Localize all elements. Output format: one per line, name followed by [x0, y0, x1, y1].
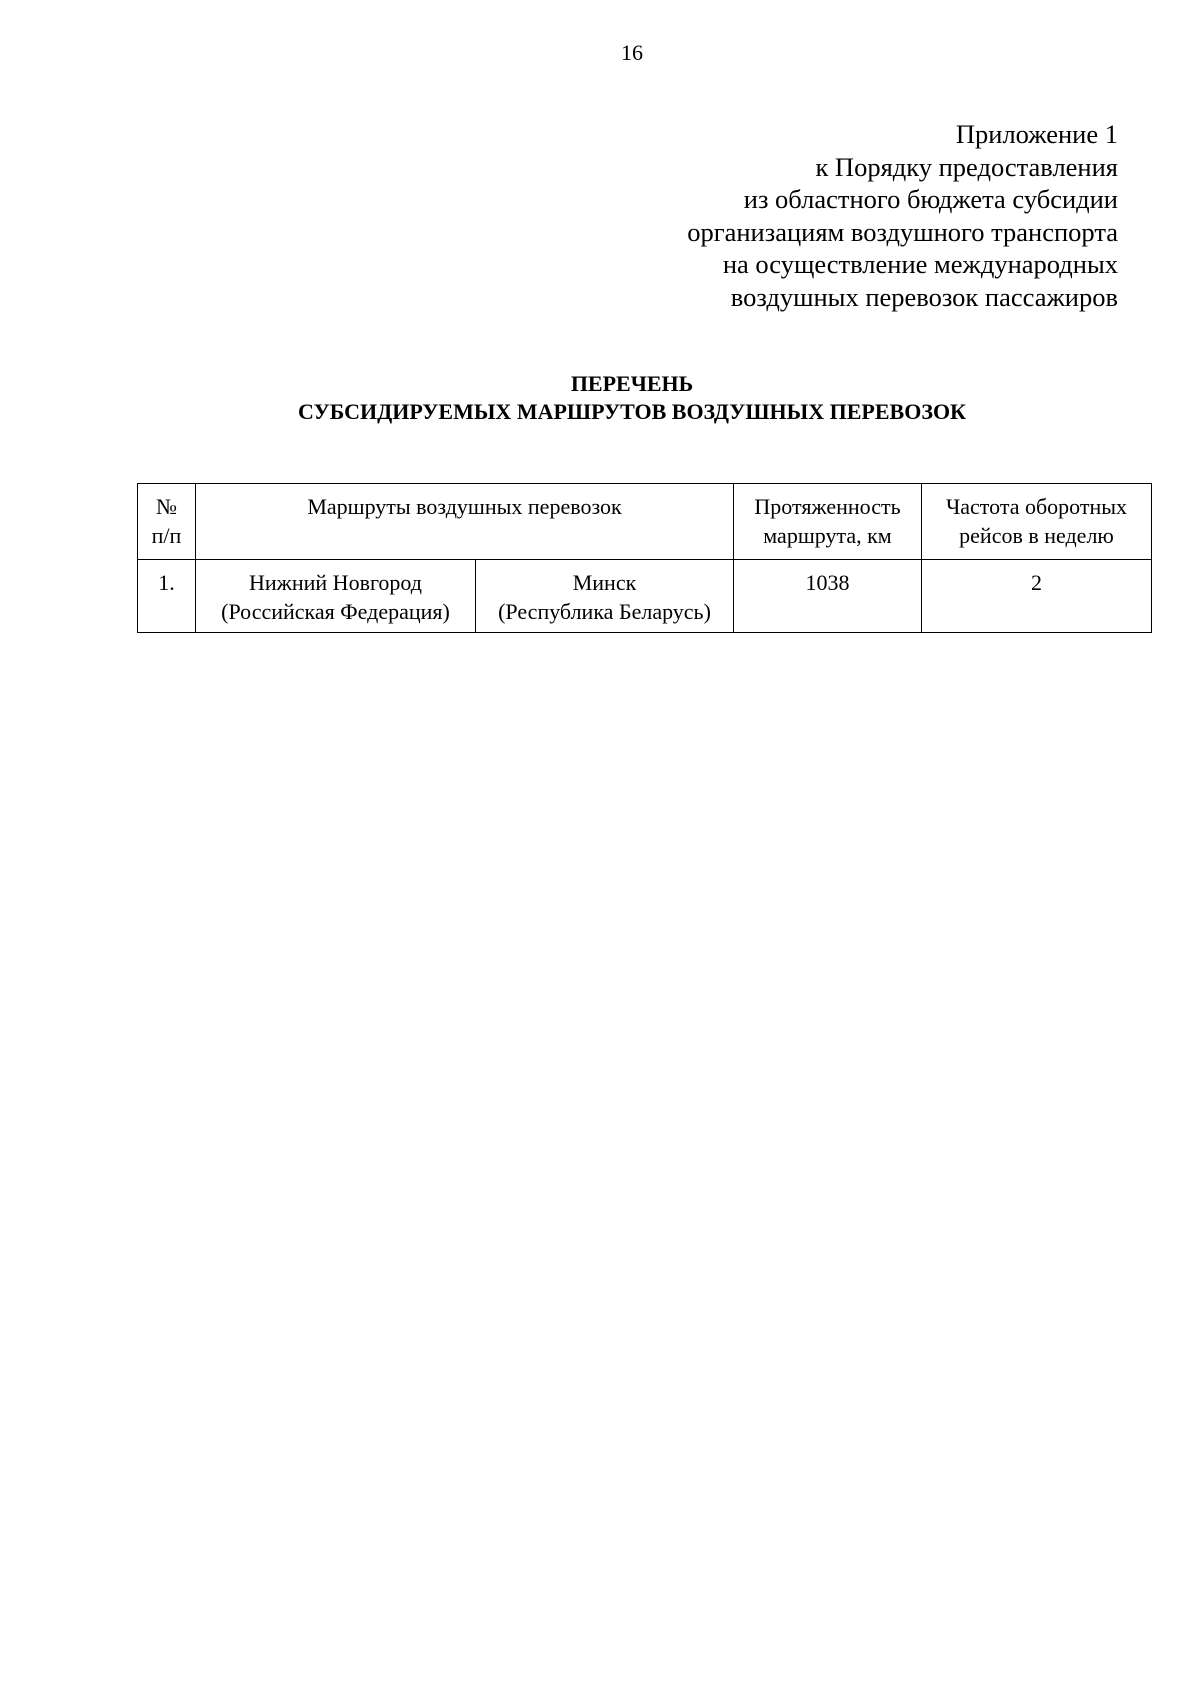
route-destination-country: (Республика Беларусь)	[498, 599, 711, 624]
header-number-line: п/п	[151, 523, 182, 548]
header-frequency-line: рейсов в неделю	[959, 523, 1114, 548]
header-number	[138, 484, 196, 560]
route-length-cell	[734, 560, 922, 633]
header-frequency-line: Частота оборотных	[945, 494, 1128, 519]
header-length-line: маршрута, км	[763, 523, 892, 548]
route-origin-cell	[196, 560, 476, 633]
appendix-line: Приложение 1	[955, 119, 1118, 149]
row-number: 1.	[158, 570, 175, 595]
header-length	[734, 484, 922, 560]
appendix-line: воздушных перевозок пассажиров	[730, 281, 1118, 312]
appendix-line: на осуществление международных	[722, 249, 1118, 279]
row-number-cell	[138, 560, 196, 633]
document-title-line: ПЕРЕЧЕНЬ	[570, 371, 694, 396]
appendix-line: к Порядку предоставления	[815, 151, 1118, 182]
route-origin-country: (Российская Федерация)	[221, 599, 450, 624]
header-frequency	[922, 484, 1152, 560]
table-row	[138, 560, 1152, 633]
route-destination-city: Минск	[572, 570, 637, 595]
document-title-line: СУБСИДИРУЕМЫХ МАРШРУТОВ ВОЗДУШНЫХ ПЕРЕВОЗОК	[297, 399, 967, 424]
route-origin-city: Нижний Новгород	[249, 570, 422, 595]
appendix-heading	[687, 118, 1118, 313]
route-length: 1038	[805, 570, 850, 595]
appendix-line: из областного бюджета субсидии	[743, 184, 1118, 214]
header-number-line: №	[156, 494, 177, 519]
appendix-line: организациям воздушного транспорта	[687, 216, 1118, 247]
document-title	[0, 370, 1200, 426]
route-frequency: 2	[1031, 570, 1043, 595]
header-length-line: Протяженность	[754, 494, 901, 519]
header-routes-label: Маршруты воздушных перевозок	[307, 494, 622, 519]
routes-table	[137, 483, 1152, 633]
table-header-row	[138, 484, 1152, 560]
route-destination-cell	[476, 560, 734, 633]
route-frequency-cell	[922, 560, 1152, 633]
header-routes	[196, 484, 734, 560]
page-number: 16	[621, 40, 643, 65]
